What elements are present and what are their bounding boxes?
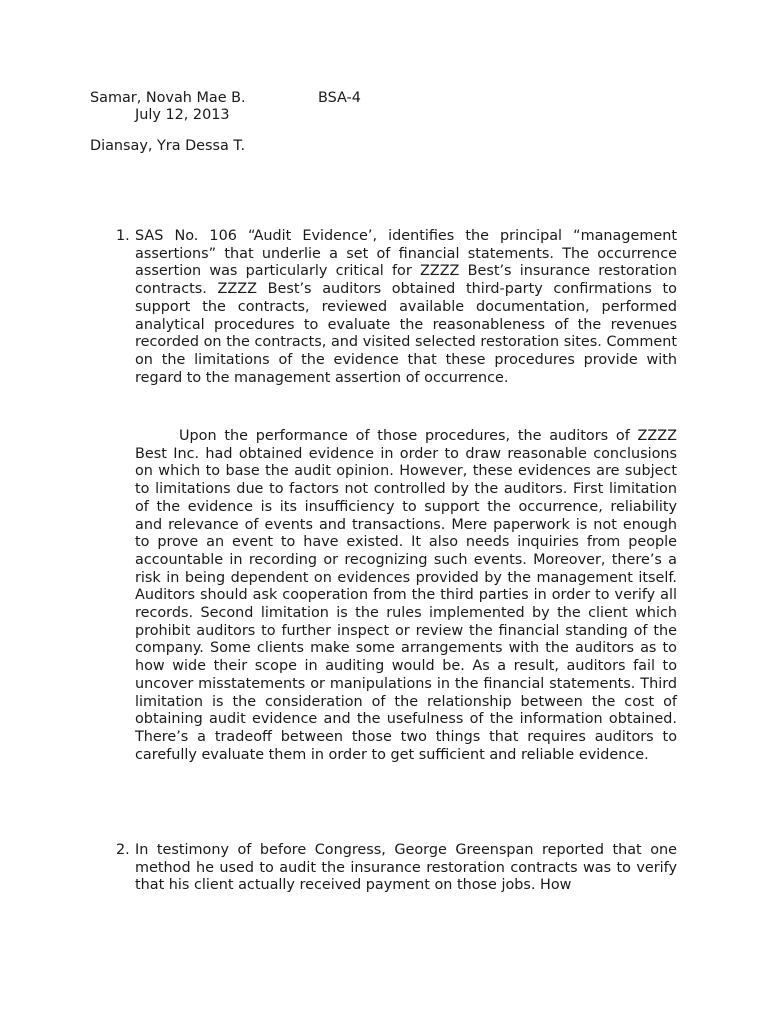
answer-1 — [135, 428, 677, 764]
course-label: BSA-4 — [318, 90, 361, 106]
question-1-text: SAS No. 106 “Audit Evidence’, identifies the principal “management assertions” that underlie a set of financial statements. The occurrence assertion was particularly critical for ZZZZ Best’s insurance restoration contracts. ZZZZ Best’s auditors obtained third-party confirmations to support the contracts, reviewed available documentation, performed analytical procedures to evaluate the reasonableness of the revenues recorded on the contracts, and visited selected restoration sites. Comment on the limitations of the evidence that these procedures provide with regard to the management assertion of occurrence. — [135, 228, 677, 386]
question-2-number: 2. — [116, 842, 130, 858]
author-name-2: Diansay, Yra Dessa T. — [90, 138, 246, 154]
question-2-text: In testimony of before Congress, George Greenspan reported that one method he used to audit the insurance restoration contracts was to verify that his client actually received payment on those jobs. How — [135, 842, 677, 894]
document-date: July 12, 2013 — [135, 107, 230, 123]
question-1-number: 1. — [116, 228, 130, 244]
answer-1-text: Upon the performance of those procedures, the auditors of ZZZZ Best Inc. had obtained evidence in order to draw reasonable conclusions on which to base the audit opinion. However, these evidences are subject to limitations due to factors not controlled by the auditors. First limitation of the evidence is its insufficiency to support the occurrence, reliability and relevance of events and transactions. Mere paperwork is not enough to prove an event to have existed. It also needs inquiries from people accountable in recording or recognizing such events. Moreover, there’s a risk in being dependent on evidences provided by the management itself. Auditors should ask cooperation from the third parties in order to verify all records. Second limitation is the rules implemented by the client which prohibit auditors to further inspect or review the financial standing of the company. Some clients make some arrangements with the auditors as to how wide their scope in auditing would be. As a result, auditors fail to uncover misstatements or manipulations in the financial statements. Third limitation is the consideration of the relationship between the cost of obtaining audit evidence and the usefulness of the information obtained. There’s a tradeoff between those two things that requires auditors to carefully evaluate them in order to get sufficient and reliable evidence. — [135, 428, 677, 763]
author-name-1: Samar, Novah Mae B. — [90, 90, 246, 106]
